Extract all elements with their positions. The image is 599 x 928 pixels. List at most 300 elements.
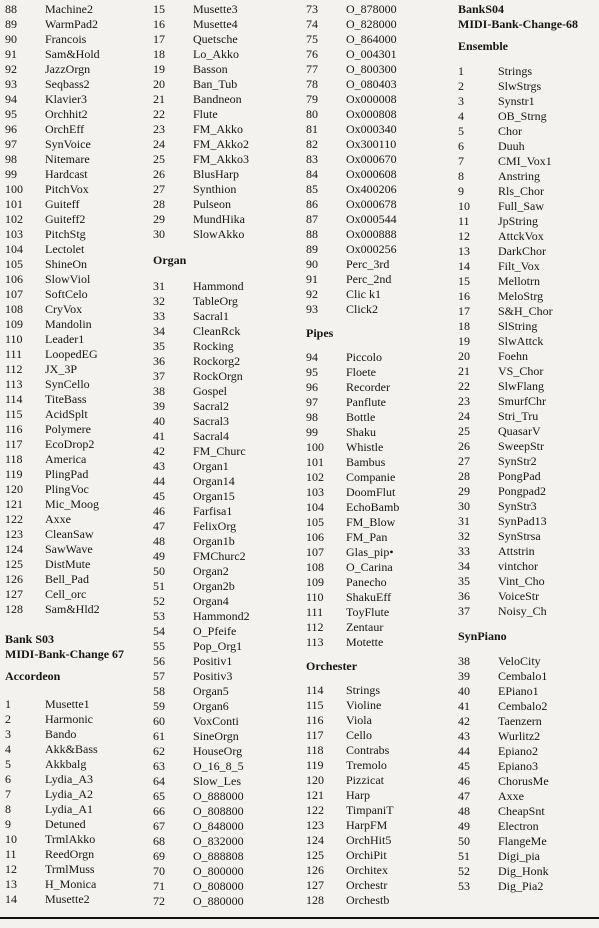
program-name: S&H_Chor (498, 304, 553, 318)
program-name: Clic k1 (346, 287, 381, 301)
list-item (306, 122, 451, 137)
program-name: Foehn (498, 349, 528, 363)
program-name: O_800300 (346, 62, 397, 76)
program-number: 9 (458, 184, 464, 198)
list-item (458, 394, 596, 409)
program-number: 32 (153, 294, 165, 308)
list-item (153, 212, 298, 227)
program-name: Ox000544 (346, 212, 397, 226)
program-number: 108 (5, 302, 23, 316)
list-item (153, 624, 298, 639)
program-name: AttckVox (498, 229, 544, 243)
program-name: Vint_Cho (498, 574, 545, 588)
program-number: 12 (5, 862, 17, 876)
program-name: TableOrg (193, 294, 238, 308)
list-item (306, 380, 451, 395)
program-number: 8 (458, 169, 464, 183)
list-item (153, 122, 298, 137)
program-name: Detuned (45, 817, 86, 831)
program-name: Lydia_A1 (45, 802, 93, 816)
program-name: Lectolet (45, 242, 85, 256)
list-item (5, 452, 145, 467)
program-number: 51 (153, 579, 165, 593)
program-name: Viola (346, 713, 372, 727)
list-item (153, 579, 298, 594)
column-1 (5, 2, 145, 907)
program-number: 42 (153, 444, 165, 458)
list-item (306, 728, 451, 743)
list-item (306, 605, 451, 620)
program-number: 92 (5, 62, 17, 76)
program-name: PlingVoc (45, 482, 89, 496)
list-item (458, 819, 596, 834)
program-number: 71 (153, 879, 165, 893)
list-item (153, 489, 298, 504)
program-name: SynStr2 (498, 454, 537, 468)
program-name: Floete (346, 365, 376, 379)
list-item (458, 109, 596, 124)
list-item (306, 455, 451, 470)
program-name: Filt_Vox (498, 259, 540, 273)
program-name: WarmPad2 (45, 17, 99, 31)
program-number: 13 (5, 877, 17, 891)
list-group (153, 2, 298, 242)
list-item (306, 515, 451, 530)
list-item (458, 319, 596, 334)
program-number: 121 (5, 497, 23, 511)
program-number: 118 (5, 452, 23, 466)
program-number: 33 (153, 309, 165, 323)
program-name: Orchitex (346, 863, 388, 877)
program-name: America (45, 452, 87, 466)
program-number: 106 (5, 272, 23, 286)
program-number: 74 (306, 17, 318, 31)
list-item (153, 879, 298, 894)
list-item (458, 229, 596, 244)
program-number: 122 (306, 803, 324, 817)
program-name: DistMute (45, 557, 91, 571)
program-name: Pizzicat (346, 773, 384, 787)
program-name: VoxConti (193, 714, 239, 728)
program-name: Positiv3 (193, 669, 233, 683)
section-heading: Accordeon (5, 669, 61, 683)
list-item (306, 878, 451, 893)
program-number: 45 (458, 759, 470, 773)
program-name: Full_Saw (498, 199, 545, 213)
program-number: 4 (5, 742, 11, 756)
program-number: 73 (306, 2, 318, 16)
program-number: 46 (153, 504, 165, 518)
program-name: Pop_Org1 (193, 639, 243, 653)
list-item (5, 392, 145, 407)
program-name: Dig_Honk (498, 864, 549, 878)
program-name: Rls_Chor (498, 184, 545, 198)
list-item (153, 699, 298, 714)
list-group (306, 350, 451, 650)
program-name: SlString (498, 319, 538, 333)
program-number: 24 (153, 137, 165, 151)
list-item (458, 759, 596, 774)
program-name: Duuh (498, 139, 525, 153)
program-name: ShakuEff (346, 590, 392, 604)
list-item (306, 212, 451, 227)
program-name: O_16_8_5 (193, 759, 244, 773)
list-item (458, 589, 596, 604)
program-number: 117 (306, 728, 324, 742)
list-item (458, 699, 596, 714)
program-number: 40 (153, 414, 165, 428)
list-item (5, 862, 145, 877)
program-number: 17 (153, 32, 165, 46)
program-number: 23 (153, 122, 165, 136)
list-group (306, 683, 451, 908)
program-name: MundHika (193, 212, 245, 226)
program-name: ToyFlute (346, 605, 390, 619)
bank-midi-change: MIDI-Bank-Change 67 (5, 647, 125, 661)
program-number: 56 (153, 654, 165, 668)
program-number: 115 (306, 698, 324, 712)
program-number: 35 (458, 574, 470, 588)
program-number: 3 (458, 94, 464, 108)
list-item (5, 257, 145, 272)
program-number: 75 (306, 32, 318, 46)
program-number: 93 (5, 77, 17, 91)
list-item (458, 199, 596, 214)
program-number: 128 (5, 602, 23, 616)
program-name: Pulseon (193, 197, 232, 211)
list-item (458, 864, 596, 879)
list-item (153, 684, 298, 699)
program-number: 14 (5, 892, 17, 906)
program-number: 62 (153, 744, 165, 758)
program-number: 79 (306, 92, 318, 106)
program-name: O_888000 (193, 789, 244, 803)
program-number: 64 (153, 774, 165, 788)
bottom-rule (0, 917, 599, 919)
program-number: 19 (153, 62, 165, 76)
program-name: FlangeMe (498, 834, 547, 848)
program-name: Synthion (193, 182, 237, 196)
program-name: O_808800 (193, 804, 244, 818)
program-number: 108 (306, 560, 324, 574)
list-item (5, 272, 145, 287)
list-item (306, 410, 451, 425)
list-item (5, 197, 145, 212)
list-item (306, 818, 451, 833)
program-name: Panecho (346, 575, 387, 589)
list-item (153, 864, 298, 879)
program-name: ShineOn (45, 257, 87, 271)
program-name: Seqbass2 (45, 77, 90, 91)
program-number: 53 (153, 609, 165, 623)
list-item (458, 654, 596, 669)
program-number: 59 (153, 699, 165, 713)
program-number: 14 (458, 259, 470, 273)
program-name: Shaku (346, 425, 376, 439)
program-name: O_828000 (346, 17, 397, 31)
program-number: 49 (458, 819, 470, 833)
program-name: Noisy_Ch (498, 604, 547, 618)
program-number: 110 (306, 590, 324, 604)
program-number: 107 (5, 287, 23, 301)
program-number: 101 (5, 197, 23, 211)
list-item (5, 482, 145, 497)
program-name: Cembalo2 (498, 699, 548, 713)
list-item (153, 819, 298, 834)
program-number: 123 (306, 818, 324, 832)
program-number: 96 (306, 380, 318, 394)
program-number: 90 (306, 257, 318, 271)
program-number: 32 (458, 529, 470, 543)
program-name: Bottle (346, 410, 376, 424)
list-item (458, 154, 596, 169)
program-number: 11 (5, 847, 17, 861)
list-item (458, 574, 596, 589)
program-number: 92 (306, 287, 318, 301)
program-name: Mic_Moog (45, 497, 99, 511)
program-number: 15 (153, 2, 165, 16)
list-item (153, 384, 298, 399)
program-name: vintchor (498, 559, 538, 573)
list-item (5, 542, 145, 557)
list-item (5, 167, 145, 182)
program-number: 105 (306, 515, 324, 529)
program-number: 116 (5, 422, 23, 436)
program-number: 113 (306, 635, 324, 649)
list-item (458, 484, 596, 499)
program-name: Cell_orc (45, 587, 87, 601)
program-number: 38 (458, 654, 470, 668)
program-number: 41 (458, 699, 470, 713)
program-number: 101 (306, 455, 324, 469)
program-name: O_832000 (193, 834, 244, 848)
list-item (306, 758, 451, 773)
program-number: 93 (306, 302, 318, 316)
program-number: 100 (306, 440, 324, 454)
program-number: 125 (5, 557, 23, 571)
list-item (458, 714, 596, 729)
list-item (5, 62, 145, 77)
program-number: 21 (458, 364, 470, 378)
list-item (458, 669, 596, 684)
column-2 (153, 2, 298, 909)
list-item (306, 350, 451, 365)
program-number: 35 (153, 339, 165, 353)
list-item (153, 654, 298, 669)
program-name: VoiceStr (498, 589, 540, 603)
program-name: SlwFlang (498, 379, 545, 393)
program-number: 111 (5, 347, 23, 361)
list-item (5, 2, 145, 17)
program-number: 115 (5, 407, 23, 421)
program-number: 3 (5, 727, 11, 741)
list-item (458, 259, 596, 274)
list-item (153, 279, 298, 294)
program-name: CheapSnt (498, 804, 545, 818)
program-number: 91 (5, 47, 17, 61)
program-number: 27 (458, 454, 470, 468)
program-number: 13 (458, 244, 470, 258)
list-item (153, 17, 298, 32)
list-item (5, 602, 145, 617)
program-name: Rockorg2 (193, 354, 241, 368)
program-name: Mellotrn (498, 274, 540, 288)
program-name: O_Pfeife (193, 624, 237, 638)
program-name: Motette (346, 635, 384, 649)
program-number: 95 (5, 107, 17, 121)
program-number: 1 (458, 64, 464, 78)
program-number: 66 (153, 804, 165, 818)
program-name: O_004301 (346, 47, 397, 61)
program-number: 120 (306, 773, 324, 787)
list-item (306, 863, 451, 878)
list-item (153, 459, 298, 474)
program-number: 94 (306, 350, 318, 364)
list-item (306, 485, 451, 500)
program-number: 89 (5, 17, 17, 31)
list-item (458, 439, 596, 454)
program-number: 119 (5, 467, 23, 481)
program-number: 124 (5, 542, 23, 556)
list-item (5, 137, 145, 152)
list-item (306, 152, 451, 167)
program-name: SynCello (45, 377, 90, 391)
program-number: 26 (153, 167, 165, 181)
list-item (5, 557, 145, 572)
program-number: 112 (5, 362, 23, 376)
program-name: VS_Chor (498, 364, 544, 378)
program-name: Violine (346, 698, 382, 712)
list-item (153, 227, 298, 242)
program-name: Panflute (346, 395, 386, 409)
program-number: 37 (458, 604, 470, 618)
program-number: 77 (306, 62, 318, 76)
program-name: CleanSaw (45, 527, 94, 541)
program-number: 44 (153, 474, 165, 488)
program-number: 95 (306, 365, 318, 379)
program-name: PlingPad (45, 467, 89, 481)
program-name: Sacral4 (193, 429, 229, 443)
program-name: FM_Pan (346, 530, 388, 544)
program-number: 91 (306, 272, 318, 286)
list-item (153, 429, 298, 444)
list-item (306, 683, 451, 698)
program-name: Bell_Pad (45, 572, 89, 586)
program-number: 124 (306, 833, 324, 847)
list-item (306, 743, 451, 758)
program-name: SlowViol (45, 272, 91, 286)
list-item (306, 500, 451, 515)
column-3 (306, 2, 451, 908)
program-name: BlusHarp (193, 167, 239, 181)
list-item (458, 244, 596, 259)
list-item (153, 744, 298, 759)
section-heading: Pipes (306, 326, 334, 340)
program-number: 10 (458, 199, 470, 213)
program-name: SynVoice (45, 137, 91, 151)
program-number: 2 (458, 79, 464, 93)
program-number: 112 (306, 620, 324, 634)
list-item (458, 804, 596, 819)
program-name: TiteBass (45, 392, 87, 406)
program-name: Axxe (498, 789, 524, 803)
program-name: Epiano2 (498, 744, 538, 758)
list-item (306, 788, 451, 803)
list-item (306, 107, 451, 122)
program-number: 41 (153, 429, 165, 443)
program-number: 104 (306, 500, 324, 514)
program-name: Organ4 (193, 594, 229, 608)
program-number: 118 (306, 743, 324, 757)
program-number: 78 (306, 77, 318, 91)
program-name: Ox000678 (346, 197, 397, 211)
program-name: QuasarV (498, 424, 541, 438)
program-name: Epiano3 (498, 759, 538, 773)
program-number: 6 (458, 139, 464, 153)
program-name: Quetsche (193, 32, 238, 46)
list-item (5, 832, 145, 847)
list-item (5, 347, 145, 362)
program-name: FelixOrg (193, 519, 237, 533)
program-number: 18 (153, 47, 165, 61)
program-number: 125 (306, 848, 324, 862)
list-item (458, 744, 596, 759)
program-number: 58 (153, 684, 165, 698)
program-number: 30 (153, 227, 165, 241)
program-name: SynStr3 (498, 499, 537, 513)
list-item (458, 834, 596, 849)
list-item (153, 639, 298, 654)
program-number: 2 (5, 712, 11, 726)
program-name: Pongpad2 (498, 484, 546, 498)
list-item (153, 77, 298, 92)
list-item (306, 560, 451, 575)
list-item (153, 2, 298, 17)
program-name: Ox300110 (346, 137, 397, 151)
program-name: Positiv1 (193, 654, 233, 668)
program-number: 123 (5, 527, 23, 541)
list-item (306, 698, 451, 713)
list-item (153, 774, 298, 789)
list-item (458, 849, 596, 864)
list-item (458, 789, 596, 804)
program-number: 27 (153, 182, 165, 196)
program-number: 122 (5, 512, 23, 526)
program-number: 40 (458, 684, 470, 698)
program-name: Cello (346, 728, 372, 742)
program-name: SawWave (45, 542, 93, 556)
program-name: O_864000 (346, 32, 397, 46)
program-number: 6 (5, 772, 11, 786)
program-number: 46 (458, 774, 470, 788)
program-number: 33 (458, 544, 470, 558)
bank-midi-change: MIDI-Bank-Change-68 (458, 17, 579, 31)
program-name: MeloStrg (498, 289, 544, 303)
program-name: Sacral2 (193, 399, 229, 413)
list-item (153, 609, 298, 624)
program-number: 52 (458, 864, 470, 878)
program-name: RockOrgn (193, 369, 243, 383)
program-name: O_080403 (346, 77, 397, 91)
list-item (5, 17, 145, 32)
program-number: 106 (306, 530, 324, 544)
program-number: 88 (5, 2, 17, 16)
list-item (306, 227, 451, 242)
program-name: AcidSplt (45, 407, 88, 421)
program-number: 26 (458, 439, 470, 453)
program-name: JpString (498, 214, 539, 228)
program-number: 80 (306, 107, 318, 121)
